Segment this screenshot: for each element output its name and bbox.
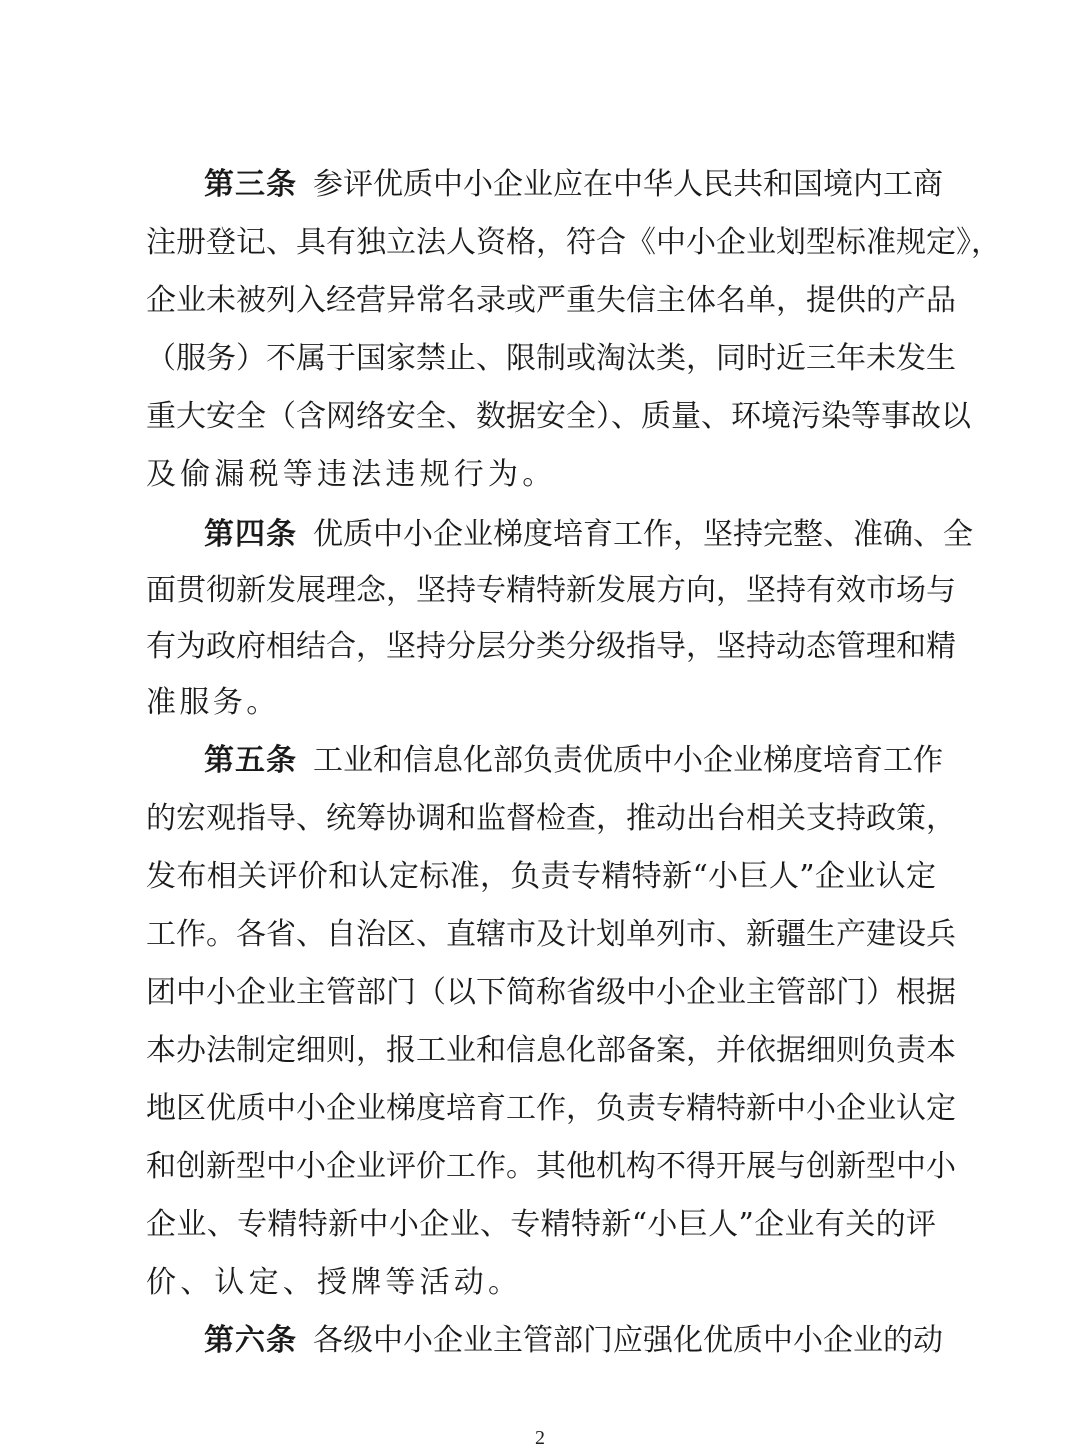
- article-5-line-2: 的宏观指导、统筹协调和监督检查，推动出台相关支持政策，: [146, 801, 956, 836]
- article-4-line-2: 面贯彻新发展理念，坚持专精特新发展方向，坚持有效市场与: [146, 573, 956, 608]
- article-5-title: 第五条: [204, 743, 297, 778]
- article-5-line-8: 和创新型中小企业评价工作。其他机构不得开展与创新型中小: [146, 1149, 956, 1184]
- article-5-line-7: 地区优质中小企业梯度培育工作，负责专精特新中小企业认定: [146, 1091, 956, 1126]
- article-4-line-3: 有为政府相结合，坚持分层分类分级指导，坚持动态管理和精: [146, 629, 956, 664]
- article-3-line-1: [204, 165, 943, 205]
- article-6-title: 第六条: [204, 1323, 297, 1358]
- article-5-line-5: 团中小企业主管部门（以下简称省级中小企业主管部门）根据: [146, 975, 956, 1010]
- article-4-line-4: 准服务。: [146, 685, 280, 720]
- article-4-title: 第四条: [204, 517, 297, 552]
- article-3-line-6: 及偷漏税等违法违规行为。: [146, 457, 557, 492]
- article-5-line-6: 本办法制定细则，报工业和信息化部备案，并依据细则负责本: [146, 1033, 956, 1068]
- article-3-line-5: 重大安全（含网络安全、数据安全）、质量、环境污染等事故以: [146, 399, 971, 434]
- page-number: 2: [535, 1427, 545, 1449]
- article-5-line-9: 企业、专精特新中小企业、专精特新“小巨人”企业有关的评: [146, 1207, 936, 1242]
- article-3-title: 第三条: [204, 167, 297, 202]
- article-5-line-10: 价、认定、授牌等活动。: [146, 1265, 523, 1300]
- article-6-text: 各级中小企业主管部门应强化优质中小企业的动: [313, 1323, 943, 1358]
- article-6-line-1: [204, 1321, 943, 1361]
- article-5-line-3: 发布相关评价和认定标准，负责专精特新“小巨人”企业认定: [146, 859, 936, 894]
- article-5-text: 工业和信息化部负责优质中小企业梯度培育工作: [313, 743, 943, 778]
- article-3-line-2: 注册登记、具有独立法人资格，符合《中小企业划型标准规定》，: [146, 225, 1001, 260]
- article-3-line-3: 企业未被列入经营异常名录或严重失信主体名单，提供的产品: [146, 283, 956, 318]
- article-3-text: 参评优质中小企业应在中华人民共和国境内工商: [313, 167, 943, 202]
- article-4-line-1: [204, 515, 973, 555]
- article-3-line-4: （服务）不属于国家禁止、限制或淘汰类，同时近三年未发生: [146, 341, 956, 376]
- article-4-text: 优质中小企业梯度培育工作，坚持完整、准确、全: [313, 517, 973, 552]
- article-5-line-1: [204, 741, 943, 781]
- article-5-line-4: 工作。各省、自治区、直辖市及计划单列市、新疆生产建设兵: [146, 917, 956, 952]
